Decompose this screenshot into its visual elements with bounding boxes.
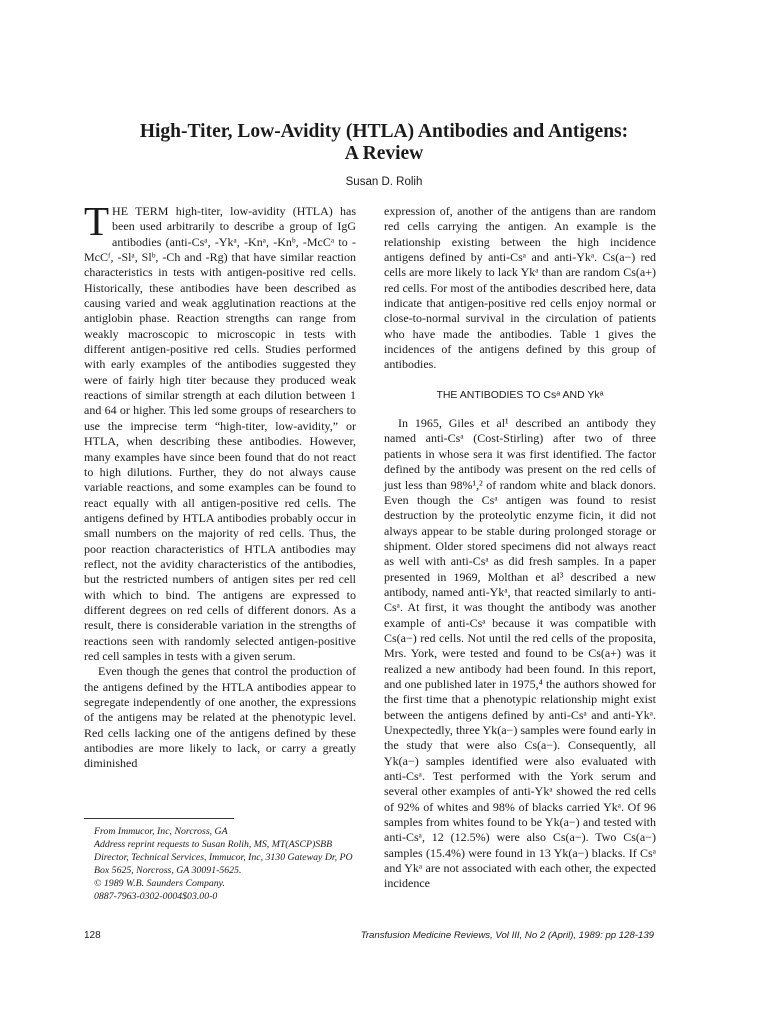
footnote-code: 0887-7963-0302-0004$03.00-0	[94, 890, 218, 902]
footnote-divider	[84, 818, 234, 819]
footnote-copyright: © 1989 W.B. Saunders Company.	[94, 877, 225, 889]
section-heading: THE ANTIBODIES TO Csᵃ AND Ykᵃ	[436, 388, 604, 401]
left-column	[84, 198, 356, 772]
article-title	[60, 121, 708, 165]
title-line-2: A Review	[344, 143, 424, 164]
journal-reference: Transfusion Medicine Reviews, Vol III, No 2 (April), 1989: pp 128-139	[360, 930, 654, 941]
right-column	[384, 204, 656, 892]
footnote-reprint: Address reprint requests to Susan Rolih, MS, MT(ASCP)SBB Director, Technical Services, Immucor, Inc, 3130 Gateway Dr, PO Box 5625, Norcross, GA 30091-5625.	[94, 838, 353, 876]
footnote-affiliation: From Immucor, Inc, Norcross, GA	[94, 826, 228, 837]
title-line-1: High-Titer, Low-Avidity (HTLA) Antibodies and Antigens:	[139, 121, 629, 142]
intro-paragraph	[84, 198, 356, 664]
author-name: Susan D. Rolih	[345, 176, 423, 188]
footnotes	[84, 826, 356, 903]
drop-cap: T	[84, 198, 110, 244]
page-number: 128	[84, 930, 101, 941]
intro-paragraph-text: HE TERM high-titer, low-avidity (HTLA) has been used arbitrarily to describe a group of IgG antibodies (anti-Csᵃ, -Ykᵃ, -Knᵃ, -Knᵇ, -McCᵃ to -McCᶠ, -Slᵃ, Slᵇ, -Ch and -Rg) that have similar reaction characteristics in tests with antigen-positive red cells. Historically, these antibodies have been described as causing varied and weak agglutination reactions at the antiglobin phase. Reaction strengths can range from weakly macroscopic to microscopic in tests with different antigen-positive red cells. Studies performed with early examples of the antibodies suggested they were of fairly high titer because they produced weak reactions of similar strength at each dilution between 1 and 64 or higher. This led some groups of researchers to use the imprecise term “high-titer, low-avidity,” or HTLA, when describing these antibodies. However, many examples have since been found that do not react to high dilutions. Further, they do not always cause variable reactions, and some examples can be found to react equally with all antigen-positive red cells. The antigens defined by HTLA antibodies probably occur in small numbers on the majority of red cells. Thus, the poor reaction characteristics of HTLA antibodies may reflect, not the avidity characteristics of the antibodies, but the restricted numbers of antigen sites per red cell with which to bind. The antigens are expressed to different degrees on red cells of different donors. As a result, there is considerable variation in the strengths of reactions seen with randomly selected antigen-positive red cell samples in tests with a given serum.	[84, 204, 356, 663]
body-paragraph-4: In 1965, Giles et al¹ described an antibody they named anti-Csᵃ (Cost-Stirling) after two of three patients in whose sera it was first identified. The factor defined by the antibody was present on the red cells of just less than 98%¹,² of random white and black donors. Even though the Csᵃ antigen was found to resist destruction by the proteolytic enzyme ficin, it did not always appear to be stable during prolonged storage or shipment. Older stored specimens did not always react as well with anti-Csᵃ as did fresh samples. In a paper presented in 1969, Molthan et al³ described a new antibody, named anti-Ykᵃ, that reacted similarly to anti-Csᵃ. At first, it was thought the antibody was another example of anti-Csᵃ because it was compatible with Cs(a−) red cells. Not until the red cells of the proposita, Mrs. York, were tested and found to be Cs(a+) was it realized a new antibody had been found. In this report, and one published later in 1975,⁴ the authors showed for the first time that a phenotypic relationship might exist between the antigens defined by anti-Csᵃ and anti-Ykᵃ. Unexpectedly, three Yk(a−) samples were found early in the study that were also Cs(a−). Consequently, all Yk(a−) samples identified were also evaluated with anti-Csᵃ. Test performed with the York serum and several other examples of anti-Ykᵃ showed the red cells of 92% of whites and 98% of blacks carried Ykᵃ. Of 96 samples from whites found to be Yk(a−) and tested with anti-Csᵃ, 12 (12.5%) were also Cs(a−). Two Cs(a−) samples (15.4%) were found in 13 Yk(a−) blacks. If Csᵃ and Ykᵃ are not associated with each other, the expected incidence	[384, 416, 656, 891]
body-paragraph-3: expression of, another of the antigens than are random red cells carrying the antigen. An example is the relationship existing between the high incidence antigens defined by anti-Csᵃ and anti-Ykᵃ. Cs(a−) red cells are more likely to lack Ykᵃ than are random Cs(a+) red cells. For most of the antibodies described here, data indicate that antigen-positive red cells enjoy normal or close-to-normal survival in the circulation of patients who have made the antibodies. Table 1 gives the incidences of the antigens defined by this group of antibodies.	[384, 204, 656, 372]
body-paragraph-2: Even though the genes that control the production of the antigens defined by the HTLA antibodies appear to segregate independently of one another, the expressions of the antigens may be related at the phenotypic level. Red cells lacking one of the antigens defined by these antibodies are more likely to lack, or carry a greatly diminished	[84, 664, 356, 771]
